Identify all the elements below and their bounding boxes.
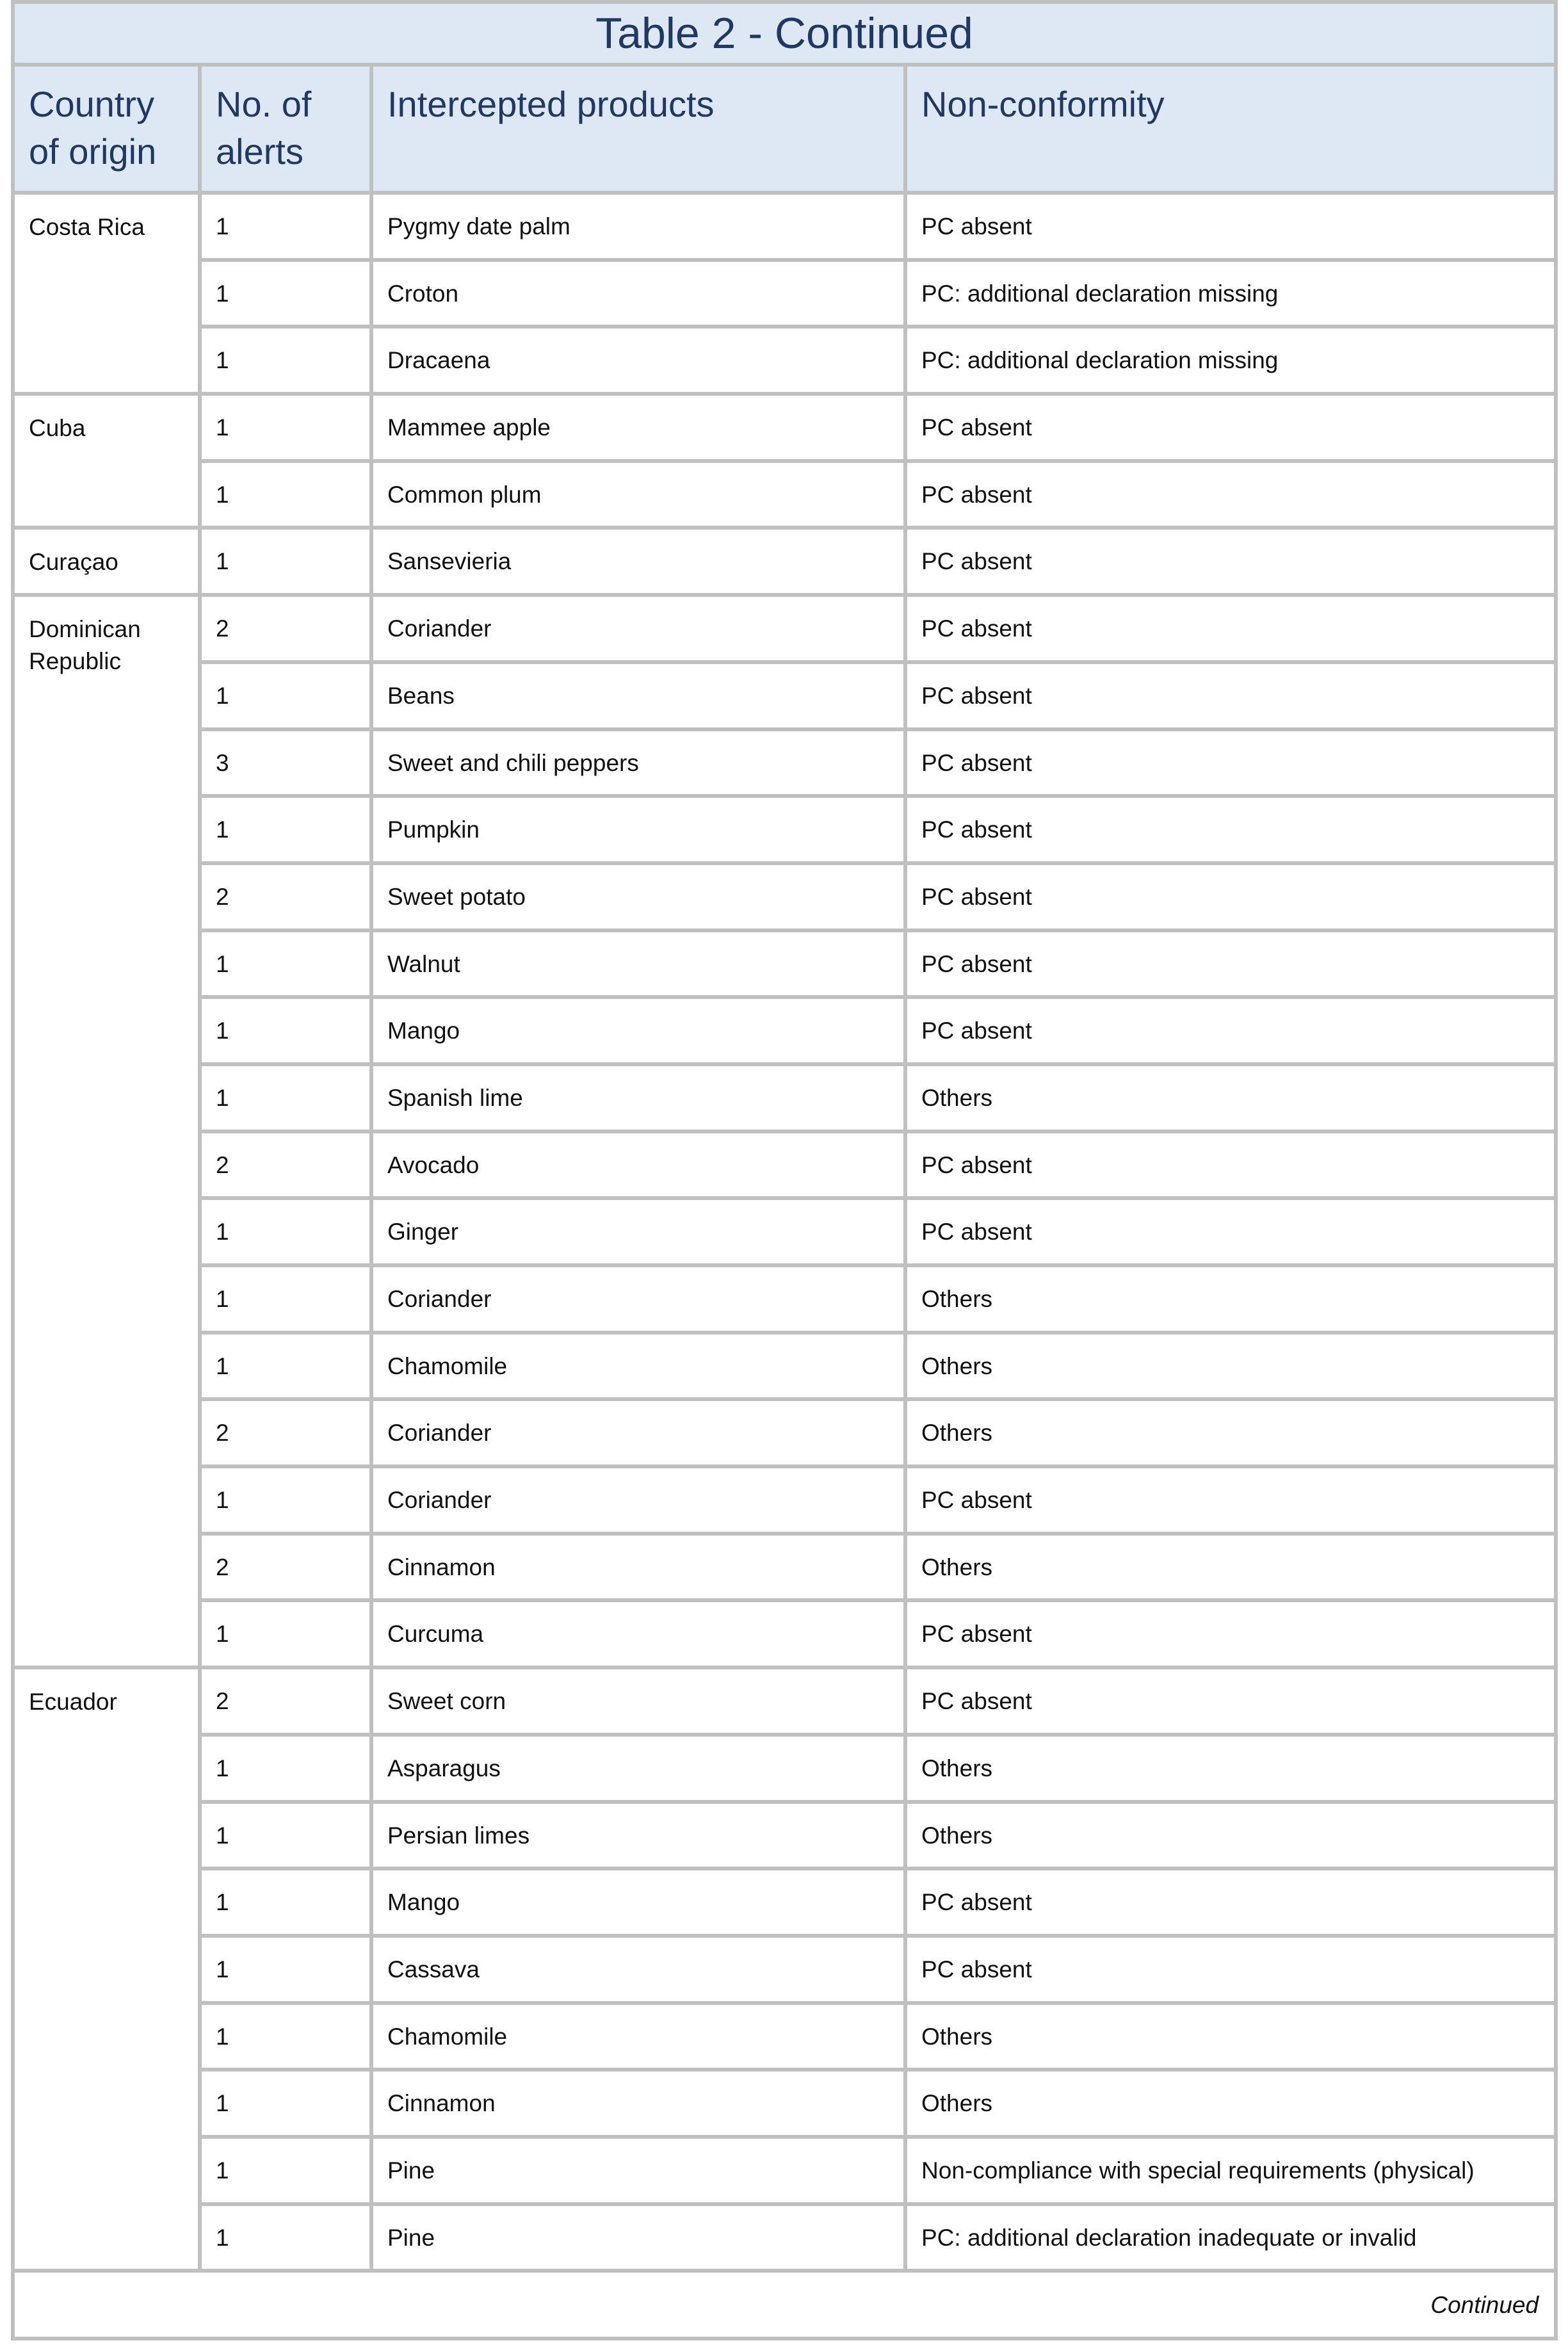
table-row [13,394,1556,461]
product-cell: Persian limes [371,1802,905,1869]
product-cell: Chamomile [371,2003,905,2070]
country-cell: Ecuador [13,1667,200,2271]
product-cell: Sweet corn [371,1667,905,1735]
table-row [13,1936,1556,2003]
header-alerts: No. of alerts [200,65,371,193]
nonconformity-cell: PC absent [905,394,1556,461]
table-row [13,1802,1556,1869]
product-cell: Sweet and chili peppers [371,729,905,797]
alerts-cell: 3 [200,729,371,797]
table-row [13,729,1556,797]
product-cell: Asparagus [371,1735,905,1802]
product-cell: Curcuma [371,1600,905,1667]
alerts-cell: 1 [200,461,371,528]
product-cell: Common plum [371,461,905,528]
country-cell: Dominican Republic [13,595,200,1667]
table-row [13,796,1556,863]
nonconformity-cell: PC absent [905,461,1556,528]
nonconformity-cell: PC absent [905,1131,1556,1199]
nonconformity-cell: Others [905,1534,1556,1601]
table-row [13,1333,1556,1400]
table-row [13,662,1556,729]
alerts-cell: 2 [200,1131,371,1199]
nonconformity-cell: Others [905,2003,1556,2070]
product-cell: Cinnamon [371,2070,905,2137]
footer-row [13,2271,1556,2339]
alerts-cell: 1 [200,1333,371,1400]
nonconformity-cell: Others [905,1802,1556,1869]
nonconformity-cell: PC absent [905,528,1556,595]
table-row [13,2003,1556,2070]
country-cell: Cuba [13,394,200,528]
nonconformity-cell: Others [905,1399,1556,1466]
alerts-cell: 1 [200,2003,371,2070]
alerts-cell: 1 [200,2204,371,2271]
header-country: Country of origin [13,65,200,193]
nonconformity-cell: PC absent [905,595,1556,662]
product-cell: Avocado [371,1131,905,1199]
nonconformity-cell: PC absent [905,1600,1556,1667]
alerts-cell: 2 [200,1667,371,1735]
table-row [13,528,1556,595]
table-row [13,930,1556,998]
alerts-cell: 1 [200,1466,371,1534]
product-cell: Mango [371,997,905,1064]
header-row [13,65,1556,193]
alerts-cell: 1 [200,1600,371,1667]
alerts-cell: 1 [200,796,371,863]
alerts-cell: 1 [200,528,371,595]
table-row [13,1735,1556,1802]
nonconformity-cell: PC absent [905,1936,1556,2003]
nonconformity-cell: PC: additional declaration inadequate or invalid [905,2204,1556,2271]
product-cell: Croton [371,260,905,327]
product-cell: Pine [371,2137,905,2204]
alerts-cell: 1 [200,1936,371,2003]
alerts-cell: 1 [200,327,371,394]
table-row [13,193,1556,260]
table-row [13,1534,1556,1601]
nonconformity-cell: PC absent [905,1869,1556,1936]
product-cell: Pine [371,2204,905,2271]
nonconformity-cell: PC absent [905,1466,1556,1534]
product-cell: Coriander [371,1466,905,1534]
nonconformity-cell: PC absent [905,930,1556,998]
country-cell: Costa Rica [13,193,200,394]
table-row [13,327,1556,394]
nonconformity-cell: PC absent [905,863,1556,930]
table-row [13,1131,1556,1199]
nonconformity-cell: PC absent [905,796,1556,863]
table-row [13,1667,1556,1735]
alerts-cell: 1 [200,2137,371,2204]
table-row [13,1600,1556,1667]
header-nonconformity: Non-conformity [905,65,1556,193]
nonconformity-cell: Others [905,2070,1556,2137]
table-row [13,1198,1556,1265]
alerts-cell: 1 [200,1198,371,1265]
alerts-table [11,0,1558,2340]
nonconformity-cell: PC: additional declaration missing [905,327,1556,394]
nonconformity-cell: Non-compliance with special requirements (physical) [905,2137,1556,2204]
product-cell: Cinnamon [371,1534,905,1601]
table-row [13,997,1556,1064]
table-row [13,1265,1556,1333]
nonconformity-cell: PC: additional declaration missing [905,260,1556,327]
product-cell: Sweet potato [371,863,905,930]
continued-note: Continued [13,2271,1556,2339]
product-cell: Sansevieria [371,528,905,595]
product-cell: Beans [371,662,905,729]
alerts-cell: 1 [200,1869,371,1936]
alerts-cell: 1 [200,1064,371,1131]
product-cell: Coriander [371,595,905,662]
table-body [13,193,1556,2271]
product-cell: Mango [371,1869,905,1936]
alerts-cell: 1 [200,997,371,1064]
table-row [13,1399,1556,1466]
nonconformity-cell: Others [905,1265,1556,1333]
product-cell: Ginger [371,1198,905,1265]
table-row [13,2070,1556,2137]
product-cell: Spanish lime [371,1064,905,1131]
alerts-cell: 1 [200,1735,371,1802]
table-row [13,2204,1556,2271]
nonconformity-cell: PC absent [905,729,1556,797]
table-row [13,1064,1556,1131]
alerts-cell: 1 [200,260,371,327]
product-cell: Coriander [371,1265,905,1333]
product-cell: Walnut [371,930,905,998]
table-row [13,1869,1556,1936]
table-row [13,461,1556,528]
product-cell: Coriander [371,1399,905,1466]
nonconformity-cell: PC absent [905,193,1556,260]
nonconformity-cell: Others [905,1333,1556,1400]
alerts-cell: 2 [200,1534,371,1601]
alerts-cell: 2 [200,863,371,930]
alerts-cell: 1 [200,1265,371,1333]
nonconformity-cell: Others [905,1064,1556,1131]
alerts-cell: 1 [200,2070,371,2137]
table-row [13,2137,1556,2204]
table-row [13,863,1556,930]
table-title: Table 2 - Continued [13,2,1556,65]
alerts-cell: 1 [200,930,371,998]
nonconformity-cell: PC absent [905,1667,1556,1735]
header-products: Intercepted products [371,65,905,193]
alerts-cell: 2 [200,1399,371,1466]
nonconformity-cell: PC absent [905,1198,1556,1265]
table-row [13,260,1556,327]
alerts-cell: 1 [200,193,371,260]
nonconformity-cell: Others [905,1735,1556,1802]
country-cell: Curaçao [13,528,200,595]
product-cell: Mammee apple [371,394,905,461]
alerts-cell: 1 [200,1802,371,1869]
product-cell: Pygmy date palm [371,193,905,260]
alerts-cell: 2 [200,595,371,662]
title-row [13,2,1556,65]
nonconformity-cell: PC absent [905,997,1556,1064]
product-cell: Chamomile [371,1333,905,1400]
table-row [13,1466,1556,1534]
product-cell: Dracaena [371,327,905,394]
product-cell: Pumpkin [371,796,905,863]
table-row [13,595,1556,662]
alerts-cell: 1 [200,662,371,729]
nonconformity-cell: PC absent [905,662,1556,729]
product-cell: Cassava [371,1936,905,2003]
alerts-cell: 1 [200,394,371,461]
